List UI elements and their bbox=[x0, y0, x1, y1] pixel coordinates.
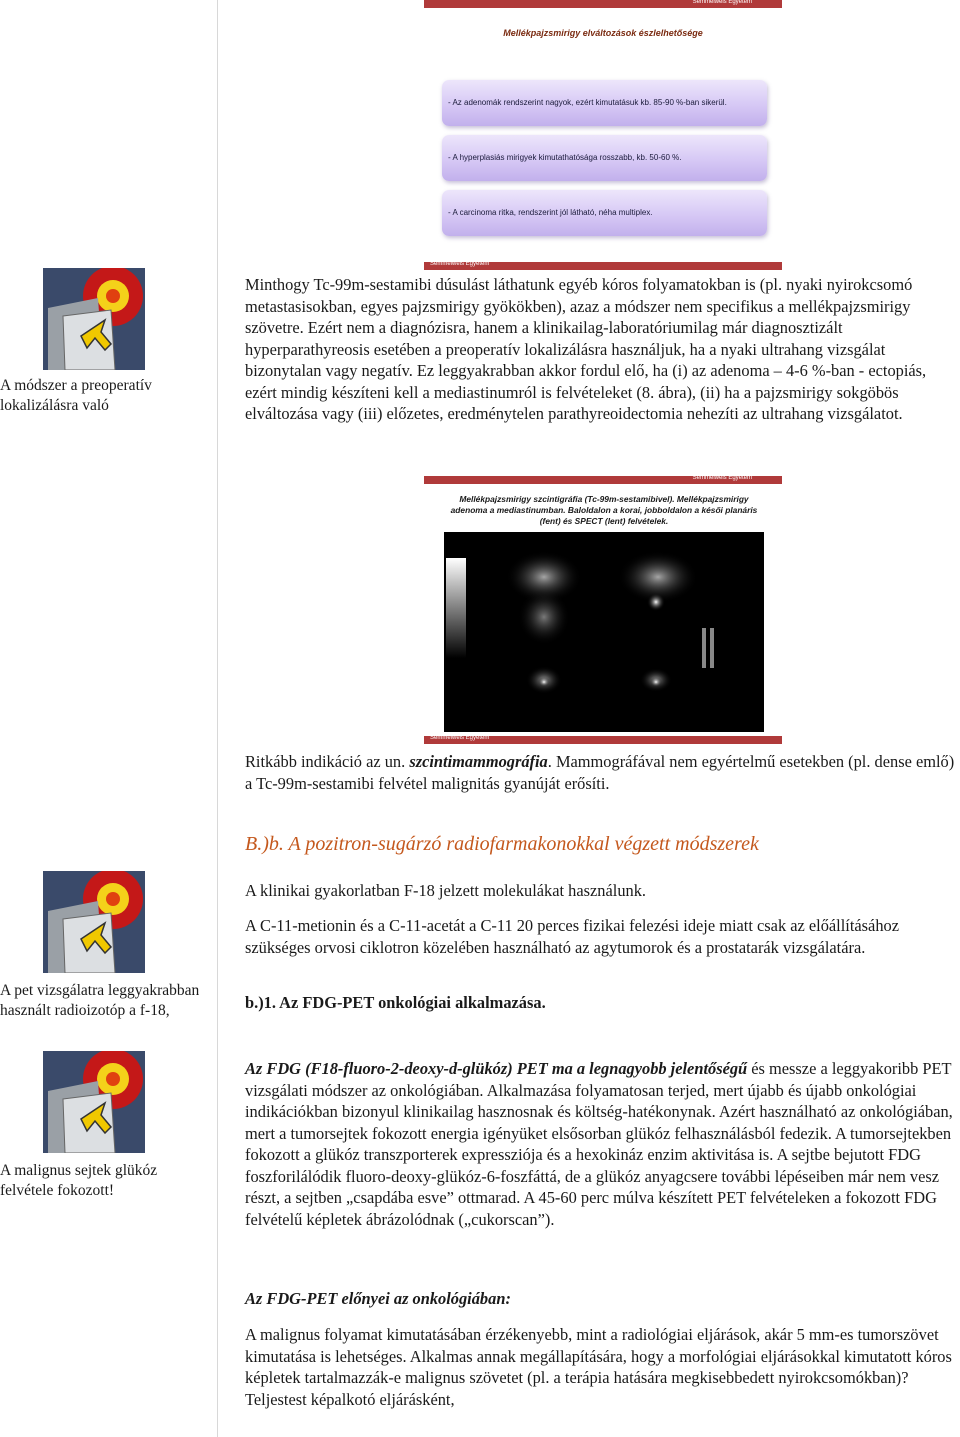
emphasis-text: szcintimammográfia bbox=[409, 752, 548, 771]
body-text: és messze a leggyakoribb PET vizsgálati módszer az onkológiában. Alkalmazása folyamatosan terjed, mert újabb és újabb onkológiai indikációkban bizonyul klinikailag hasznosnak és költség-hatékonynak. Azért használható az onkológiában, mert a tumorsejtek fokozott energia igényüket elsősorban glükóz felhasználásból fedezik. A tumorsejtekben fokozott a glükóz transzporterek expressziója és a hexokináz enzim aktivitása is. A sejtbe bejutott FDG foszforilálódik fluoro-deoxy-glükóz-6-foszfáttá, de a glükóz anyagcsere további lépéseiben már nem vesz részt, a sejtben „csapdába esve” ottmarad. A 45-60 perc múlva készített PET felvételeken a fokozott FDG felvételű képletek ábrázolódnak („cukorscan”). bbox=[245, 1059, 953, 1229]
body-paragraph bbox=[245, 751, 957, 794]
sidebar-note: A pet vizsgálatra leggyakrabban használt radioizotóp a f-18, bbox=[0, 982, 200, 1019]
subsection-heading: b.)1. Az FDG-PET onkológiai alkalmazása. bbox=[245, 993, 546, 1012]
sidebar-note: A malignus sejtek glükóz felvétele fokozott! bbox=[0, 1162, 158, 1199]
slide-logo-text: Semmelweis Egyetem bbox=[692, 475, 752, 481]
slide-bullet: - Az adenomák rendszerint nagyok, ezért kimutatásuk kb. 85-90 %-ban sikerül. bbox=[448, 98, 727, 107]
body-text: . Mammográfával nem egyértelmű esetekben (pl. dense emlő) a Tc-99m-sestamibi felvétel malignitás gyanúját erősíti. bbox=[245, 752, 955, 793]
note-icon[interactable] bbox=[43, 871, 145, 973]
scintigraphy-image bbox=[444, 532, 764, 732]
body-paragraph: A malignus folyamat kimutatásában érzékenyebb, mint a radiológiai eljárások, akár 5 mm-es tumorszövet kimutatása is lehetséges. Alkalmas annak megállapítására, hogy a morfológiai eljárásokkal kimutatott kóros képletek tartalmazzák-e malignus szövetet (pl. a terápia hatására megkisebbedett nyirokcsomókban)? Teljestest képalkotó eljárásként, bbox=[245, 1325, 952, 1409]
note-icon[interactable] bbox=[43, 268, 145, 370]
sidebar-divider bbox=[217, 0, 218, 1437]
slide-logo-text: Semmelweis Egyetem bbox=[692, 0, 752, 5]
body-paragraph: A klinikai gyakorlatban F-18 jelzett molekulákat használunk. bbox=[245, 881, 647, 900]
slide-caption: Mellékpajzsmirigy szcintigráfia (Tc-99m-sestamibivel). Mellékpajzsmirigy adenoma a mediastinumban. Baloldalon a korai, jobboldalon a késői planáris (fent) és SPECT (lent) felvételek. bbox=[450, 494, 758, 526]
slide-title: Mellékpajzsmirigy elváltozások észlelhetősége bbox=[503, 28, 703, 38]
slide-header-bar bbox=[424, 262, 782, 270]
slide-bullet: - A hyperplasiás mirigyek kimutathatósága rosszabb, kb. 50-60 %. bbox=[448, 153, 682, 162]
body-paragraph bbox=[245, 1058, 957, 1230]
slide-logo-text: Semmelweis Egyetem bbox=[430, 735, 490, 741]
slide-header-bar bbox=[424, 0, 782, 8]
body-paragraph: Minthogy Tc-99m-sestamibi dúsulást láthatunk egyéb kóros folyamatokban is (pl. nyaki nyirokcsomó metastasisokban, egyes pajzsmirigy gyökökben), azaz a módszer nem specifikus a mellékpajzsmirigy szövetre. Ezért nem a diagnózisra, hanem a klinikailag-laboratóriumilag már diagnosztizált hyperparathyreosis esetében a preoperatív lokalizálásra használjuk, ha a nyaki ultrahang vizsgálat bizonytalan vagy negatív. Ez leggyakrabban akkor fordul elő, ha (i) az adenoma – 4-6 %-ban - ectopiás, ezért mindig készíteni kell a mediastinumról is felvételeket (8. ábra), (ii) ha a pajzsmirigy sokgöbös elváltozása vagy (iii) előzetes, eredménytelen parathyreoidectomia nehezíti az ultrahang vizsgálatot. bbox=[245, 275, 927, 423]
slide-bullet: - A carcinoma ritka, rendszerint jól látható, néha multiplex. bbox=[448, 208, 653, 217]
slide-bullet-box bbox=[442, 135, 767, 181]
emphasis-text: Az FDG (F18-fluoro-2-deoxy-d-glükóz) PET ma a legnagyobb jelentőségű bbox=[245, 1059, 748, 1078]
note-icon[interactable] bbox=[43, 1051, 145, 1153]
slide-bullet-box bbox=[442, 80, 767, 126]
slide-logo-text: Semmelweis Egyetem bbox=[430, 261, 490, 267]
body-paragraph: A C-11-metionin és a C-11-acetát a C-11 20 perces fizikai felezési ideje miatt csak az előállításához szükséges orvosi ciklotron közelében használható az agytumorok és a prostatarák vizsgálatára. bbox=[245, 916, 899, 957]
body-text: Ritkább indikáció az un. bbox=[245, 752, 410, 771]
sidebar-note: A módszer a preoperatív lokalizálásra való bbox=[0, 377, 152, 414]
subsection-heading: Az FDG-PET előnyei az onkológiában: bbox=[245, 1289, 511, 1308]
section-heading: B.)b. A pozitron-sugárzó radiofarmakonokkal végzett módszerek bbox=[245, 833, 759, 855]
slide-header-bar bbox=[424, 476, 782, 484]
slide-bullet-box bbox=[442, 190, 767, 236]
slide-header-bar bbox=[424, 736, 782, 744]
